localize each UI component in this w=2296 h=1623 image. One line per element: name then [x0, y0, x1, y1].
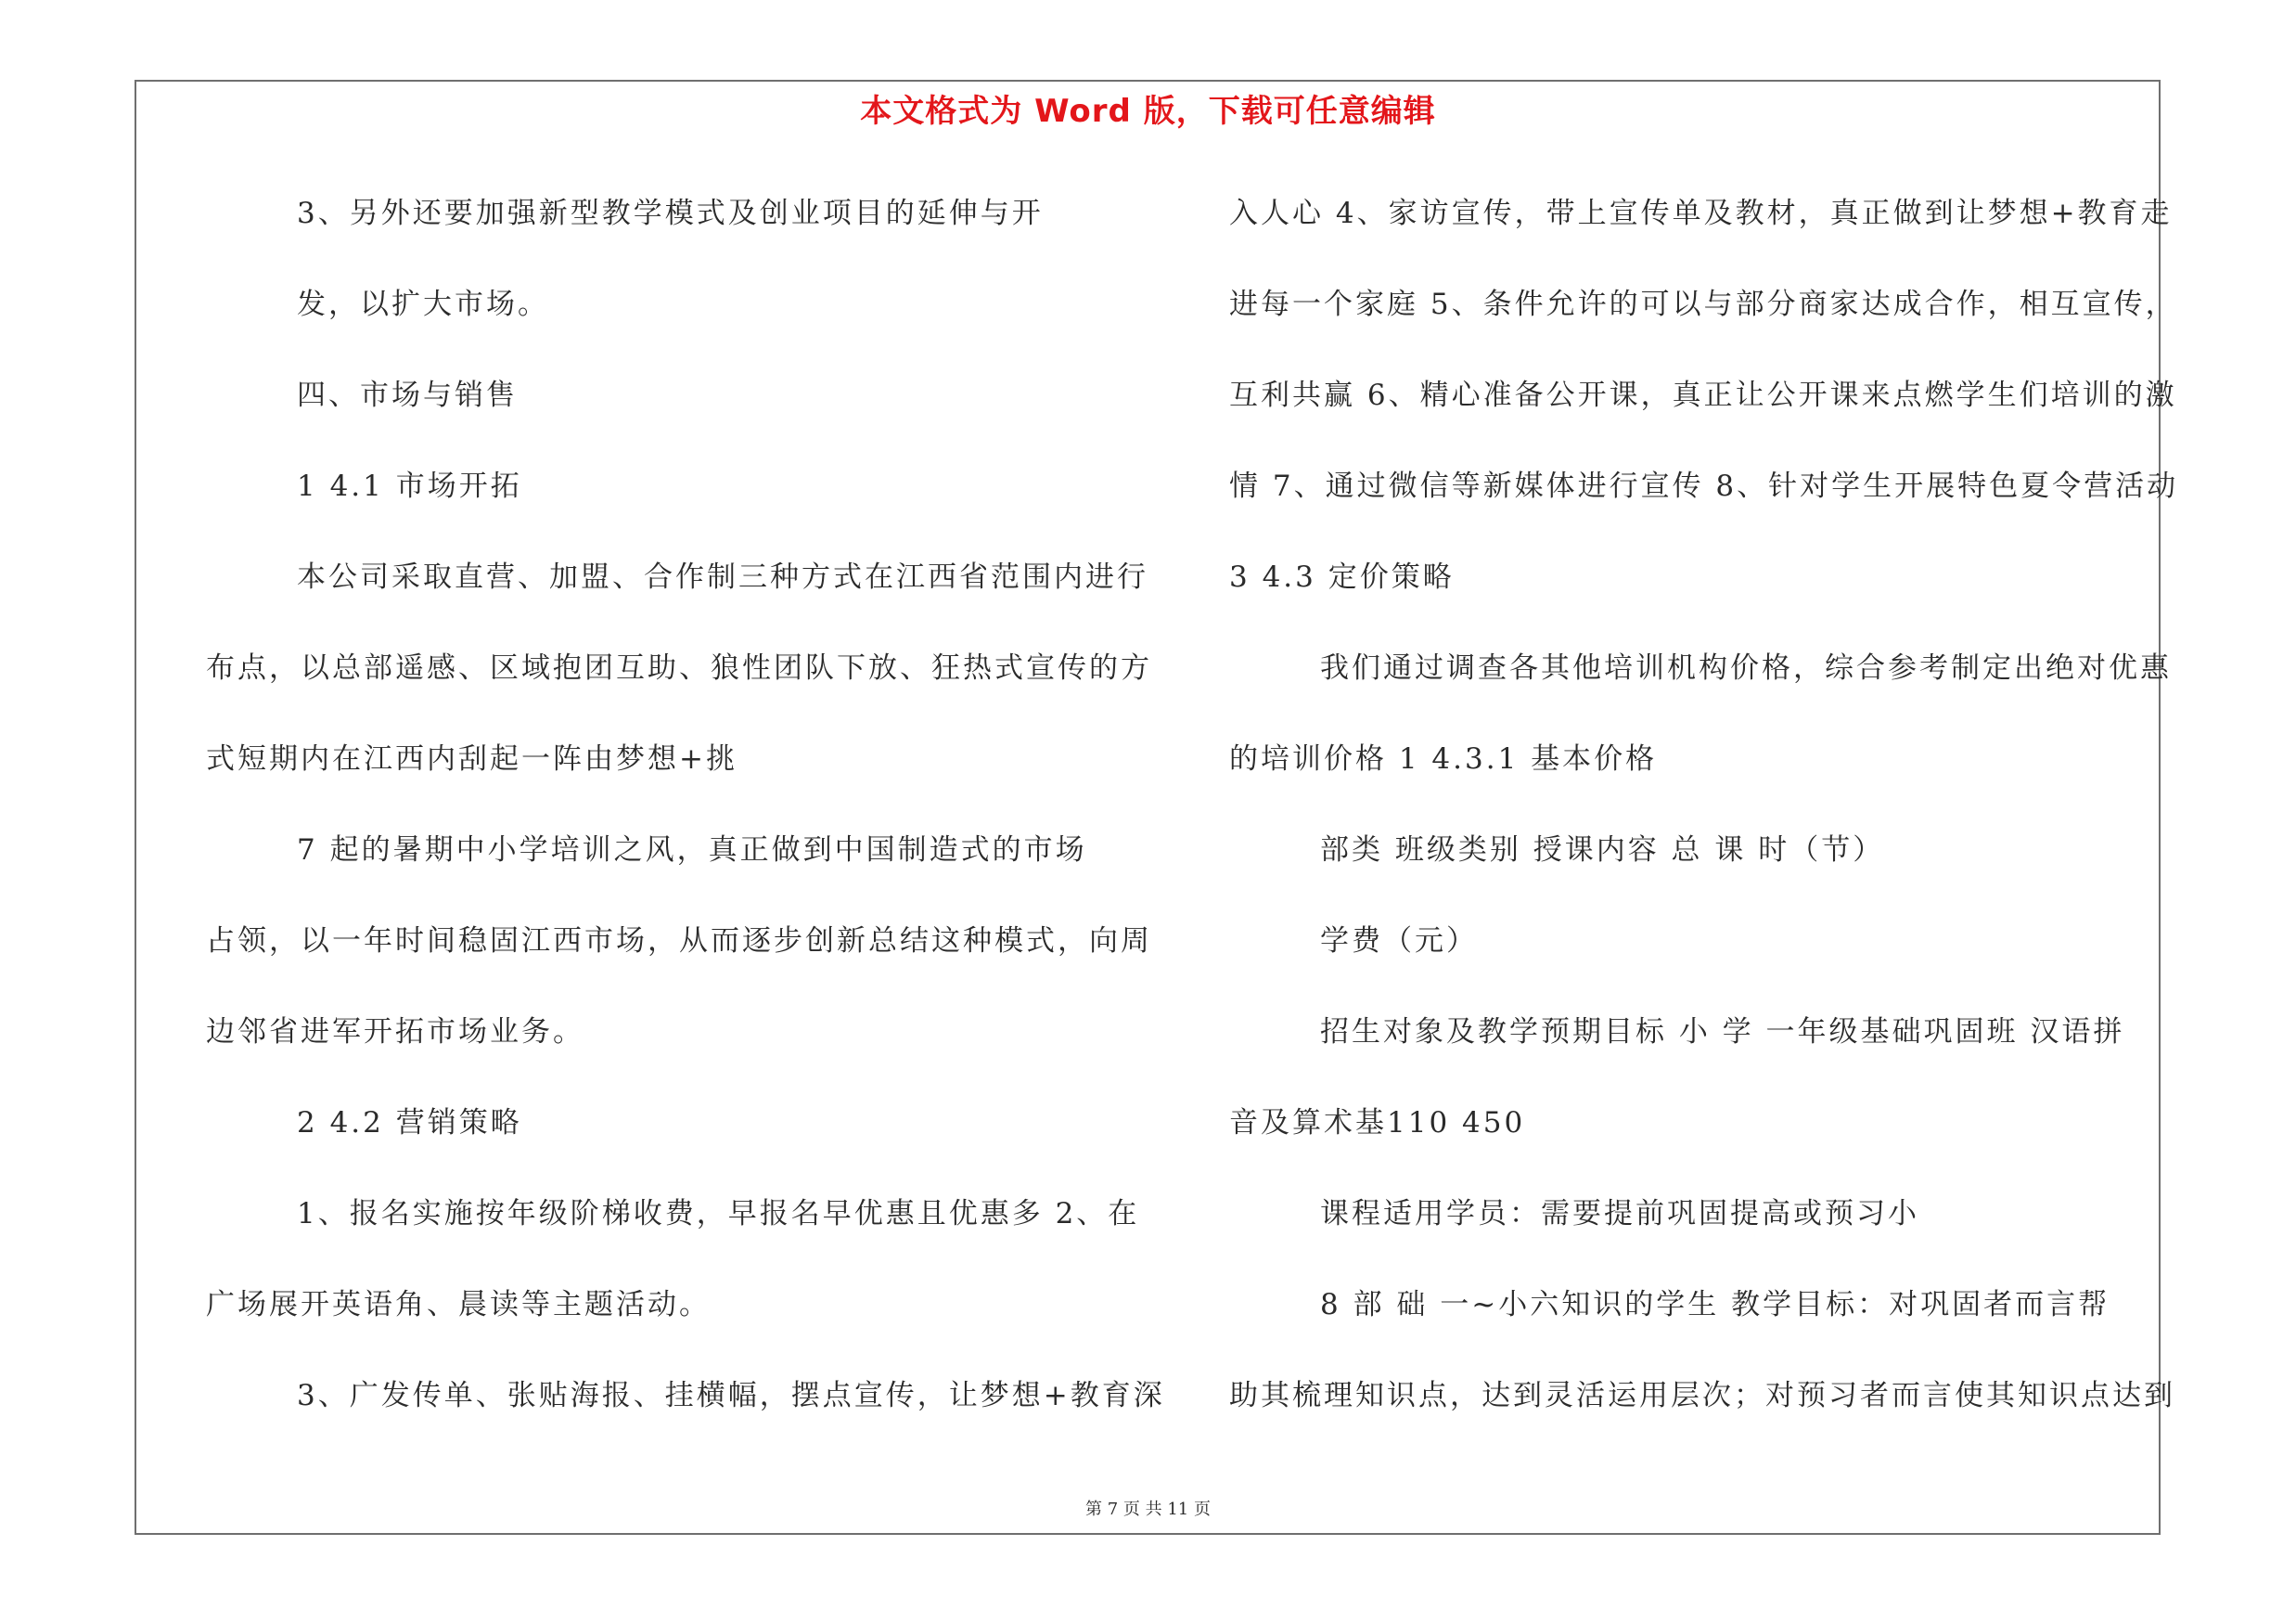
left-column-line: 1、报名实施按年级阶梯收费，早报名早优惠且优惠多 2、在 [297, 1197, 1140, 1230]
right-column-line: 部类 班级类别 授课内容 总 课 时（节） [1320, 833, 1885, 867]
left-column-line: 2 4.2 营销策略 [297, 1106, 522, 1140]
left-column-line: 边邻省进军开拓市场业务。 [206, 1015, 584, 1049]
left-column-line: 式短期内在江西内刮起一阵由梦想+挑 [206, 742, 738, 776]
right-column-line: 进每一个家庭 5、条件允许的可以与部分商家达成合作，相互宣传， [1229, 288, 2177, 321]
right-column-line: 我们通过调查各其他培训机构价格，综合参考制定出绝对优惠 [1320, 651, 2172, 685]
left-column-line: 四、市场与销售 [297, 379, 518, 412]
left-column-line: 占领，以一年时间稳固江西市场，从而逐步创新总结这种模式，向周 [206, 924, 1152, 958]
document-banner: 本文格式为 Word 版，下载可任意编辑 [860, 93, 1436, 130]
right-column-line: 助其梳理知识点，达到灵活运用层次；对预习者而言使其知识点达到 [1229, 1379, 2175, 1412]
right-column-line: 互利共赢 6、精心准备公开课，真正让公开课来点燃学生们培训的激 [1229, 379, 2177, 412]
left-column-line: 布点，以总部遥感、区域抱团互助、狼性团队下放、狂热式宣传的方 [206, 651, 1152, 685]
left-column-line: 1 4.1 市场开拓 [297, 470, 522, 503]
page-footer: 第 7 页 共 11 页 [1085, 1500, 1211, 1519]
right-column-line: 情 7、通过微信等新媒体进行宣传 8、针对学生开展特色夏令营活动 [1229, 470, 2179, 503]
right-column-line: 的培训价格 1 4.3.1 基本价格 [1229, 742, 1658, 776]
right-column-line: 8 部 础 一~小六知识的学生 教学目标：对巩固者而言帮 [1320, 1288, 2110, 1321]
left-column-line: 本公司采取直营、加盟、合作制三种方式在江西省范围内进行 [297, 560, 1148, 594]
right-column-line: 音及算术基110 450 [1229, 1106, 1526, 1140]
left-column-line: 3、广发传单、张贴海报、挂横幅，摆点宣传，让梦想+教育深 [297, 1379, 1165, 1412]
right-column-line: 招生对象及教学预期目标 小 学 一年级基础巩固班 汉语拼 [1320, 1015, 2125, 1049]
left-column-line: 广场展开英语角、晨读等主题活动。 [206, 1288, 711, 1321]
left-column-line: 7 起的暑期中小学培训之风，真正做到中国制造式的市场 [297, 833, 1087, 867]
right-column-line: 学费（元） [1320, 924, 1478, 958]
left-text-column [206, 186, 1165, 1459]
right-column-line: 入人心 4、家访宣传，带上宣传单及教材，真正做到让梦想+教育走 [1229, 197, 2173, 230]
right-text-column [1229, 186, 2179, 1459]
right-column-line: 3 4.3 定价策略 [1229, 560, 1455, 594]
right-column-line: 课程适用学员：需要提前巩固提高或预习小 [1320, 1197, 1919, 1230]
left-column-line: 3、另外还要加强新型教学模式及创业项目的延伸与开 [297, 197, 1044, 230]
left-column-line: 发，以扩大市场。 [297, 288, 549, 321]
